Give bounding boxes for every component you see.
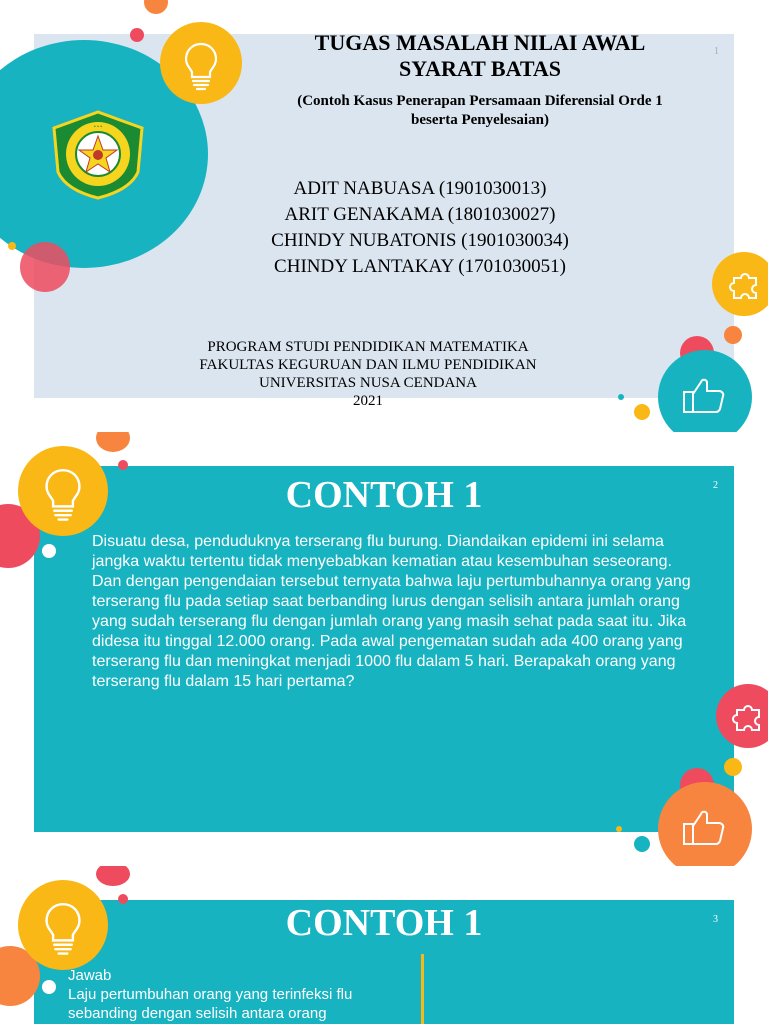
slide-3	[0, 866, 768, 1024]
decor-circle	[20, 242, 70, 292]
faculty-name: FAKULTAS KEGURUAN DAN ILMU PENDIDIKAN	[199, 357, 537, 373]
thumbs-up-icon	[680, 372, 730, 418]
university-name: UNIVERSITAS NUSA CENDANA	[259, 375, 477, 391]
decor-circle	[118, 460, 128, 470]
decor-circle	[634, 836, 650, 852]
slide-number: 2	[713, 480, 718, 491]
decor-circle	[8, 242, 16, 250]
puzzle-icon	[728, 268, 762, 302]
decor-circle	[616, 826, 622, 832]
program-name: PROGRAM STUDI PENDIDIKAN MATEMATIKA	[207, 339, 529, 355]
svg-text:• • •: • • •	[93, 124, 103, 130]
lightbulb-badge	[18, 446, 108, 536]
decor-circle	[724, 326, 742, 344]
subtitle-line-2: beserta Penyelesaian)	[411, 112, 549, 128]
slide-title: CONTOH 1	[285, 474, 483, 516]
slide-title: CONTOH 1	[285, 902, 483, 944]
slide-1	[0, 0, 768, 432]
year: 2021	[353, 393, 383, 409]
slide-number: 3	[713, 914, 718, 925]
divider-line	[421, 954, 424, 1024]
page-title	[180, 30, 768, 82]
lightbulb-icon	[18, 880, 108, 970]
member-name: ADIT NABUASA (1901030013)	[293, 178, 547, 199]
decor-circle	[118, 894, 128, 904]
answer-line: sebanding dengan selisih antara orang	[68, 1005, 327, 1022]
decor-circle	[144, 0, 168, 14]
member-name: ARIT GENAKAMA (1801030027)	[284, 204, 556, 225]
subtitle	[180, 92, 768, 130]
lightbulb-icon	[18, 446, 108, 536]
member-name: CHINDY LANTAKAY (1701030051)	[274, 256, 566, 277]
institution-block	[68, 338, 668, 410]
problem-text: Disuatu desa, penduduknya terserang flu burung. Diandaikan epidemi ini selama jangka waktu tertentu tidak menyebabkan kematian atau kesembuhan seseorang. Dan dengan pengendaian tersebut ternyata bahwa laju pertumbuhannya orang yang terserang flu pada setiap saat berbanding lurus dengan selisih antara jumlah orang yang sudah terserang flu dengan jumlah orang yang masih sehat pada saat itu. Jika didesa itu tinggal 12.000 orang. Pada awal pengematan sudah ada 400 orang yang terserang flu dan meningkat menjadi 1000 flu dalam 5 hari. Berapakah orang yang terserang flu dalam 15 hari pertama?	[92, 533, 691, 690]
answer-line: Jawab	[68, 967, 112, 984]
title-line-1: TUGAS MASALAH NILAI AWAL	[314, 30, 646, 55]
answer-text	[68, 966, 408, 1023]
lightbulb-badge	[18, 880, 108, 970]
puzzle-icon	[731, 700, 765, 734]
slide-2	[0, 432, 768, 866]
slide-number: 1	[714, 46, 719, 57]
thumbs-up-icon	[680, 804, 730, 850]
member-list	[120, 176, 720, 280]
decor-circle	[724, 758, 742, 776]
member-name: CHINDY NUBATONIS (1901030034)	[271, 230, 569, 251]
decor-circle	[42, 980, 56, 994]
decor-circle	[42, 544, 56, 558]
subtitle-line-1: (Contoh Kasus Penerapan Persamaan Diferensial Orde 1	[297, 93, 663, 109]
answer-line: Laju pertumbuhan orang yang terinfeksi flu	[68, 986, 353, 1003]
title-line-2: SYARAT BATAS	[398, 56, 561, 81]
decor-circle	[130, 28, 144, 42]
